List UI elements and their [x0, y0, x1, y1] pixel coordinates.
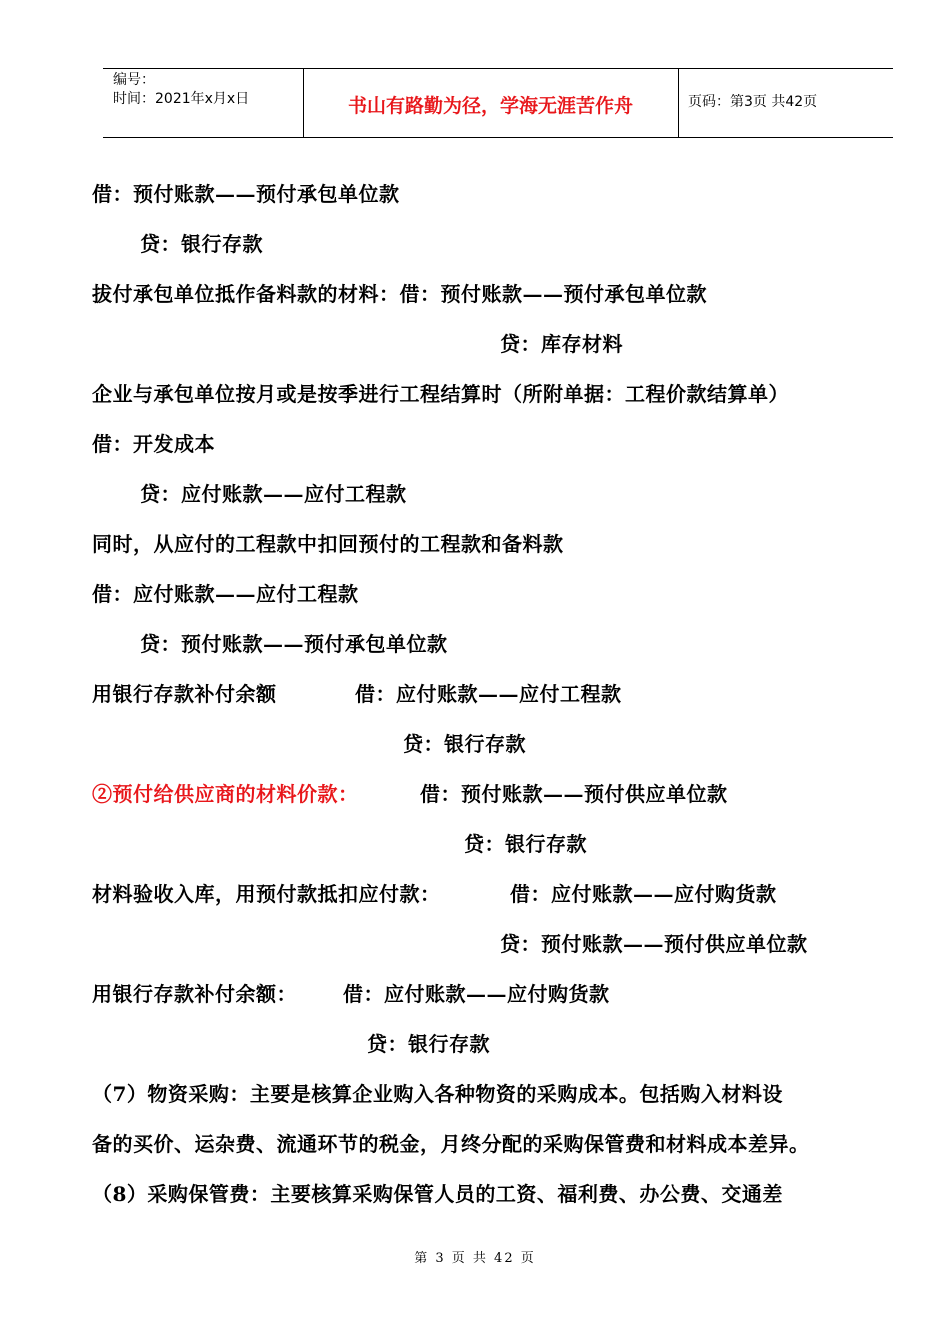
- text-line: 贷：应付账款——应付工程款: [140, 482, 407, 506]
- header-motto-cell: [303, 69, 679, 137]
- text-line: 拔付承包单位抵作备料款的材料：借：预付账款——预付承包单位款: [92, 282, 707, 306]
- section-heading: ②预付给供应商的材料价款：: [92, 782, 359, 806]
- text-line: 贷：银行存款: [464, 832, 587, 856]
- text-line: 借：应付账款——应付工程款: [92, 582, 359, 606]
- text-line: 贷：预付账款——预付供应单位款: [500, 932, 808, 956]
- header-meta-cell: [103, 69, 304, 137]
- page-info: 页码：第3页 共42页: [688, 94, 818, 110]
- text-line: 借：开发成本: [92, 432, 215, 456]
- text-line: 借：预付账款——预付承包单位款: [92, 182, 400, 206]
- text-line: 贷：银行存款: [367, 1032, 490, 1056]
- text-line: 借：预付账款——预付供应单位款: [420, 782, 728, 806]
- time-label: 时间：2021年x月x日: [113, 91, 250, 107]
- text-line: 用银行存款补付余额：: [92, 982, 297, 1006]
- text-line: 贷：预付账款——预付承包单位款: [140, 632, 448, 656]
- motto: 书山有路勤为径，学海无涯苦作舟: [347, 95, 633, 117]
- text-line: 用银行存款补付余额: [92, 682, 277, 706]
- number-label: 编号：: [113, 72, 155, 88]
- text-line: 借：应付账款——应付购货款: [343, 982, 610, 1006]
- text-line: 备的买价、运杂费、流通环节的税金，月终分配的采购保管费和材料成本差异。: [92, 1132, 810, 1156]
- text-line: 贷：银行存款: [403, 732, 526, 756]
- text-line: 借：应付账款——应付购货款: [510, 882, 777, 906]
- text-line: 借：应付账款——应付工程款: [355, 682, 622, 706]
- text-line: 企业与承包单位按月或是按季进行工程结算时（所附单据：工程价款结算单）: [92, 382, 789, 406]
- page-header: [103, 68, 893, 138]
- text-line: 同时，从应付的工程款中扣回预付的工程款和备料款: [92, 532, 564, 556]
- text-line: （7）物资采购：主要是核算企业购入各种物资的采购成本。包括购入材料设: [92, 1082, 783, 1106]
- text-line: 材料验收入库，用预付款抵扣应付款：: [92, 882, 441, 906]
- page-footer: 第 3 页 共 42 页: [414, 1251, 536, 1266]
- text-line: 贷：库存材料: [500, 332, 623, 356]
- text-line: 贷：银行存款: [140, 232, 263, 256]
- header-page-cell: [678, 69, 893, 137]
- text-line: （8）采购保管费：主要核算采购保管人员的工资、福利费、办公费、交通差: [92, 1182, 783, 1206]
